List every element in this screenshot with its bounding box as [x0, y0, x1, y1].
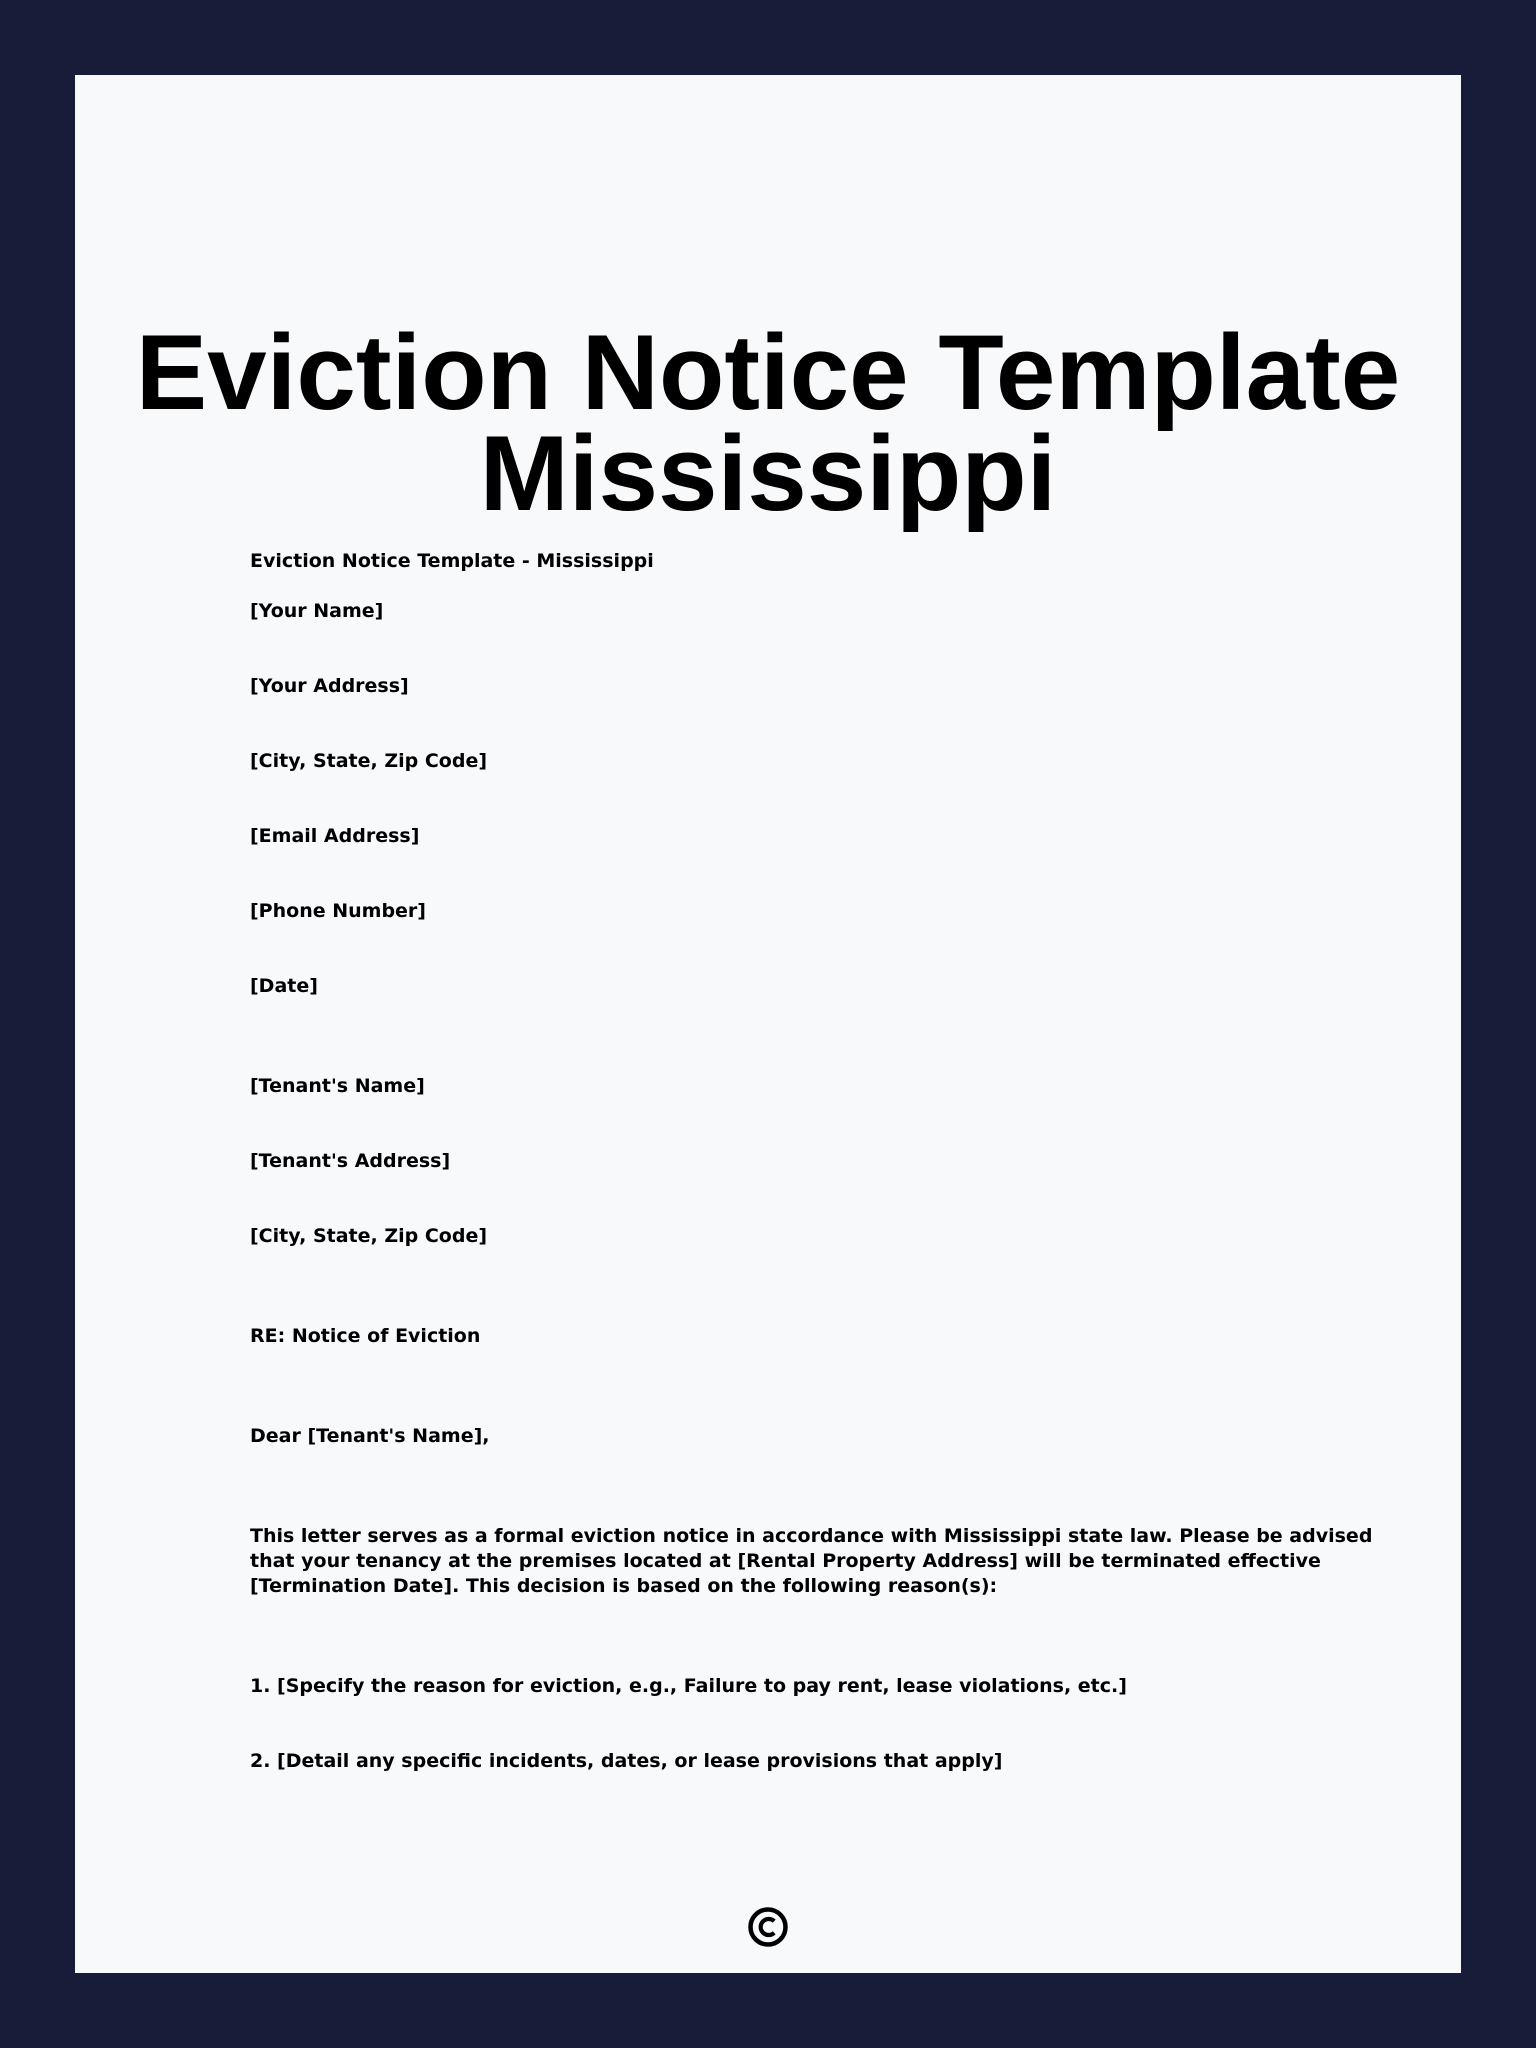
letter-date: [Date]: [250, 975, 318, 997]
body-line: This letter serves as a formal eviction notice in accordance with Mississippi state law. Please be advised: [250, 1525, 1373, 1547]
document-title-line-1: Eviction Notice Template: [135, 312, 1401, 432]
sender-city-state-zip: [City, State, Zip Code]: [250, 750, 488, 772]
sender-name: [Your Name]: [250, 600, 384, 622]
document-title-line-2: Mississippi: [479, 413, 1057, 533]
recipient-address: [Tenant's Address]: [250, 1150, 451, 1172]
sender-email: [Email Address]: [250, 825, 420, 847]
body-paragraph: [250, 1524, 1373, 1599]
document-heading: Eviction Notice Template - Mississippi: [250, 550, 654, 572]
copyright-icon: [746, 1905, 790, 1949]
salutation: Dear [Tenant's Name],: [250, 1425, 490, 1447]
reason-item: 1. [Specify the reason for eviction, e.g., Failure to pay rent, lease violations, etc.]: [250, 1675, 1127, 1697]
document-title: [75, 312, 1461, 533]
reason-item: 2. [Detail any specific incidents, dates, or lease provisions that apply]: [250, 1750, 1003, 1772]
subject-line: RE: Notice of Eviction: [250, 1325, 481, 1347]
sender-address: [Your Address]: [250, 675, 409, 697]
recipient-name: [Tenant's Name]: [250, 1075, 425, 1097]
document-page: [75, 75, 1461, 1973]
body-line: [Termination Date]. This decision is based on the following reason(s):: [250, 1575, 998, 1597]
body-line: that your tenancy at the premises located at [Rental Property Address] will be terminated effective: [250, 1550, 1321, 1572]
recipient-city-state-zip: [City, State, Zip Code]: [250, 1225, 488, 1247]
sender-phone: [Phone Number]: [250, 900, 426, 922]
